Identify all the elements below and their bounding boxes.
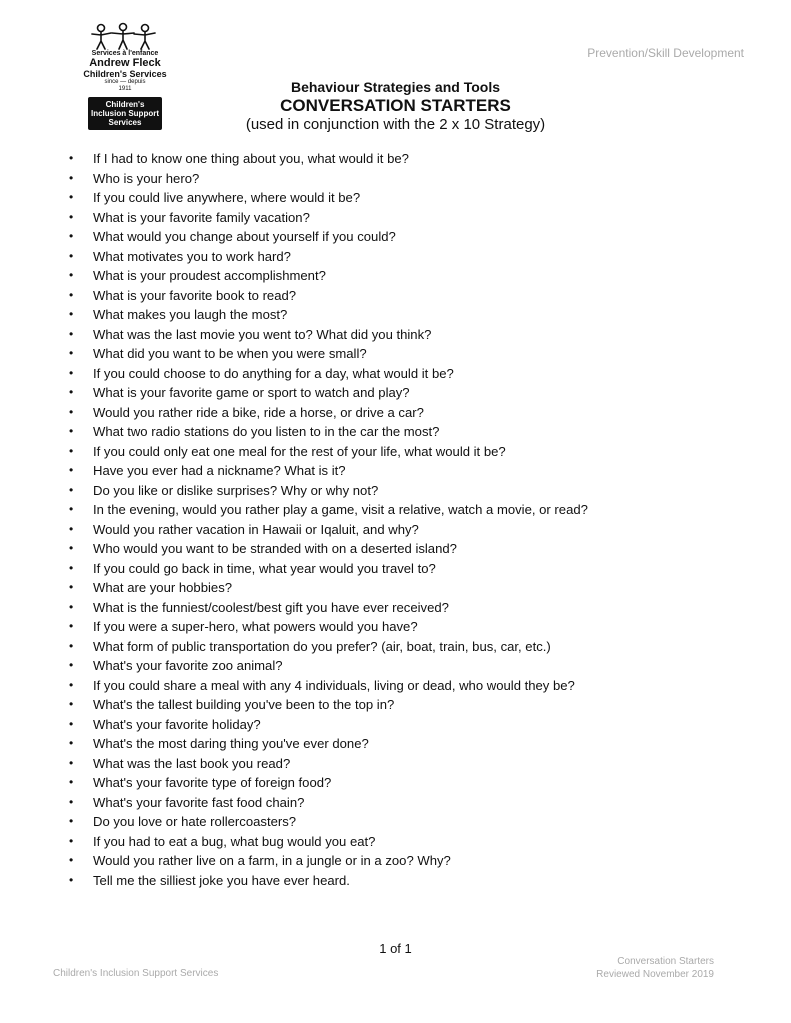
list-item <box>64 247 588 267</box>
question-text: If you could choose to do anything for a day, what would it be? <box>93 365 454 381</box>
question-text: Would you rather vacation in Hawaii or Iqaluit, and why? <box>93 521 419 537</box>
list-item <box>64 871 588 891</box>
question-text: What was the last book you read? <box>93 755 291 771</box>
question-text: What are your hobbies? <box>93 580 233 595</box>
question-text: What form of public transportation do you prefer? (air, boat, train, bus, car, etc.) <box>93 638 551 654</box>
bullet-icon: • <box>69 872 74 887</box>
list-item <box>64 598 588 618</box>
question-text: Do you love or hate rollercoasters? <box>93 814 297 829</box>
question-text: Who is your hero? <box>93 170 200 186</box>
list-item <box>64 617 588 637</box>
bullet-icon: • <box>69 365 74 380</box>
list-item <box>64 695 588 715</box>
question-text: Would you rather live on a farm, in a jungle or in a zoo? Why? <box>93 853 451 868</box>
bullet-icon: • <box>69 853 74 867</box>
bullet-icon: • <box>69 638 74 653</box>
list-item <box>64 793 588 813</box>
logo-since: since — depuis <box>104 79 146 85</box>
list-item <box>64 227 588 247</box>
list-item <box>64 832 588 852</box>
list-item <box>64 149 588 169</box>
question-text: What is the funniest/coolest/best gift you have ever received? <box>93 599 449 615</box>
question-text: Do you like or dislike surprises? Why or why not? <box>93 482 379 498</box>
question-text: Who would you want to be stranded with on a deserted island? <box>93 541 457 556</box>
question-text: If you could only eat one meal for the rest of your life, what would it be? <box>93 443 506 459</box>
bullet-icon: • <box>69 190 74 204</box>
question-text: What did you want to be when you were small? <box>93 346 367 361</box>
question-text: Tell me the silliest joke you have ever heard. <box>93 872 350 888</box>
question-text: If you could share a meal with any 4 individuals, living or dead, who would they be? <box>93 677 575 693</box>
document-heading: CONVERSATION STARTERS <box>280 96 511 115</box>
list-item <box>64 188 588 208</box>
list-item <box>64 208 588 228</box>
footer-doc-info <box>596 955 714 981</box>
question-list <box>64 149 588 890</box>
question-text: What's your favorite zoo animal? <box>93 658 283 673</box>
bullet-icon: • <box>69 502 74 516</box>
bullet-icon: • <box>69 775 74 789</box>
list-item <box>64 539 588 559</box>
question-text: If you could go back in time, what year would you travel to? <box>93 560 436 576</box>
bullet-icon: • <box>69 755 74 770</box>
question-text: In the evening, would you rather play a game, visit a relative, watch a movie, or read? <box>93 502 588 517</box>
section-label: Prevention/Skill Development <box>587 46 744 60</box>
list-item <box>64 442 588 462</box>
list-item <box>64 461 588 481</box>
list-item <box>64 773 588 793</box>
footer-organization: Children's Inclusion Support Services <box>53 968 219 979</box>
question-text: What is your favorite family vacation? <box>93 209 310 225</box>
list-item <box>64 500 588 520</box>
bullet-icon: • <box>69 697 74 711</box>
bullet-icon: • <box>69 248 74 263</box>
list-item <box>64 676 588 696</box>
bullet-icon: • <box>69 346 74 360</box>
bullet-icon: • <box>69 229 74 243</box>
bullet-icon: • <box>69 151 74 165</box>
list-item <box>64 520 588 540</box>
bullet-icon: • <box>69 268 74 282</box>
list-item <box>64 812 588 832</box>
list-item <box>64 481 588 501</box>
footer-doc-title: Conversation Starters <box>617 956 714 967</box>
bullet-icon: • <box>69 580 74 594</box>
list-item <box>64 754 588 774</box>
bullet-icon: • <box>69 170 74 185</box>
question-text: What's the tallest building you've been to the top in? <box>93 697 395 712</box>
document-subtitle: (used in conjunction with the 2 x 10 Strategy) <box>245 116 546 133</box>
question-text: If you had to eat a bug, what bug would you eat? <box>93 833 376 849</box>
logo-french-text: Services à l'enfance <box>91 50 159 57</box>
bullet-icon: • <box>69 463 74 477</box>
bullet-icon: • <box>69 599 74 614</box>
list-item <box>64 637 588 657</box>
logo-year: 1911 <box>118 86 132 92</box>
bullet-icon: • <box>69 541 74 555</box>
bullet-icon: • <box>69 736 74 750</box>
question-text: What's your favorite type of foreign food? <box>93 775 332 790</box>
question-text: What is your favorite book to read? <box>93 287 297 303</box>
list-item <box>64 715 588 735</box>
bullet-icon: • <box>69 814 74 828</box>
children-figures-icon <box>79 22 171 50</box>
question-text: If I had to know one thing about you, what would it be? <box>93 151 409 166</box>
question-text: Would you rather ride a bike, ride a horse, or drive a car? <box>93 404 424 420</box>
question-text: What is your favorite game or sport to watch and play? <box>93 385 410 400</box>
bullet-icon: • <box>69 833 74 848</box>
bullet-icon: • <box>69 521 74 536</box>
question-text: What's your favorite fast food chain? <box>93 794 305 810</box>
question-text: If you could live anywhere, where would it be? <box>93 190 361 205</box>
question-text: What makes you laugh the most? <box>93 307 288 322</box>
list-item <box>64 266 588 286</box>
list-item <box>64 383 588 403</box>
bullet-icon: • <box>69 560 74 575</box>
page-number: 1 of 1 <box>379 941 412 956</box>
list-item <box>64 364 588 384</box>
question-text: What would you change about yourself if you could? <box>93 229 396 244</box>
bullet-icon: • <box>69 482 74 497</box>
logo-services: Children's Services <box>83 69 167 79</box>
bullet-icon: • <box>69 385 74 399</box>
list-item <box>64 325 588 345</box>
bullet-icon: • <box>69 443 74 458</box>
question-text: What is your proudest accomplishment? <box>93 268 326 283</box>
bullet-icon: • <box>69 677 74 692</box>
list-item <box>64 403 588 423</box>
bullet-icon: • <box>69 716 74 731</box>
bullet-icon: • <box>69 658 74 672</box>
list-item <box>64 578 588 598</box>
title-block <box>0 78 791 134</box>
bullet-icon: • <box>69 326 74 341</box>
bullet-icon: • <box>69 404 74 419</box>
footer-review-date: Reviewed November 2019 <box>596 969 714 980</box>
bullet-icon: • <box>69 424 74 438</box>
list-item <box>64 851 588 871</box>
bullet-icon: • <box>69 794 74 809</box>
list-item <box>64 559 588 579</box>
bullet-icon: • <box>69 209 74 224</box>
list-item <box>64 169 588 189</box>
question-text: Have you ever had a nickname? What is it? <box>93 463 346 478</box>
bullet-icon: • <box>69 287 74 302</box>
list-item <box>64 734 588 754</box>
logo-inclusion-badge: Children's Inclusion Support Services <box>88 97 162 130</box>
question-text: What was the last movie you went to? What did you think? <box>93 326 432 342</box>
document-title: Behaviour Strategies and Tools <box>290 79 500 95</box>
list-item <box>64 422 588 442</box>
logo-name: Andrew Fleck <box>89 57 161 69</box>
question-text: What two radio stations do you listen to in the car the most? <box>93 424 440 439</box>
bullet-icon: • <box>69 307 74 321</box>
question-text: What's the most daring thing you've ever done? <box>93 736 369 751</box>
list-item <box>64 286 588 306</box>
list-item <box>64 656 588 676</box>
bullet-icon: • <box>69 619 74 633</box>
question-text: What's your favorite holiday? <box>93 716 261 732</box>
question-text: What motivates you to work hard? <box>93 248 291 264</box>
question-text: If you were a super-hero, what powers would you have? <box>93 619 418 634</box>
list-item <box>64 344 588 364</box>
list-item <box>64 305 588 325</box>
